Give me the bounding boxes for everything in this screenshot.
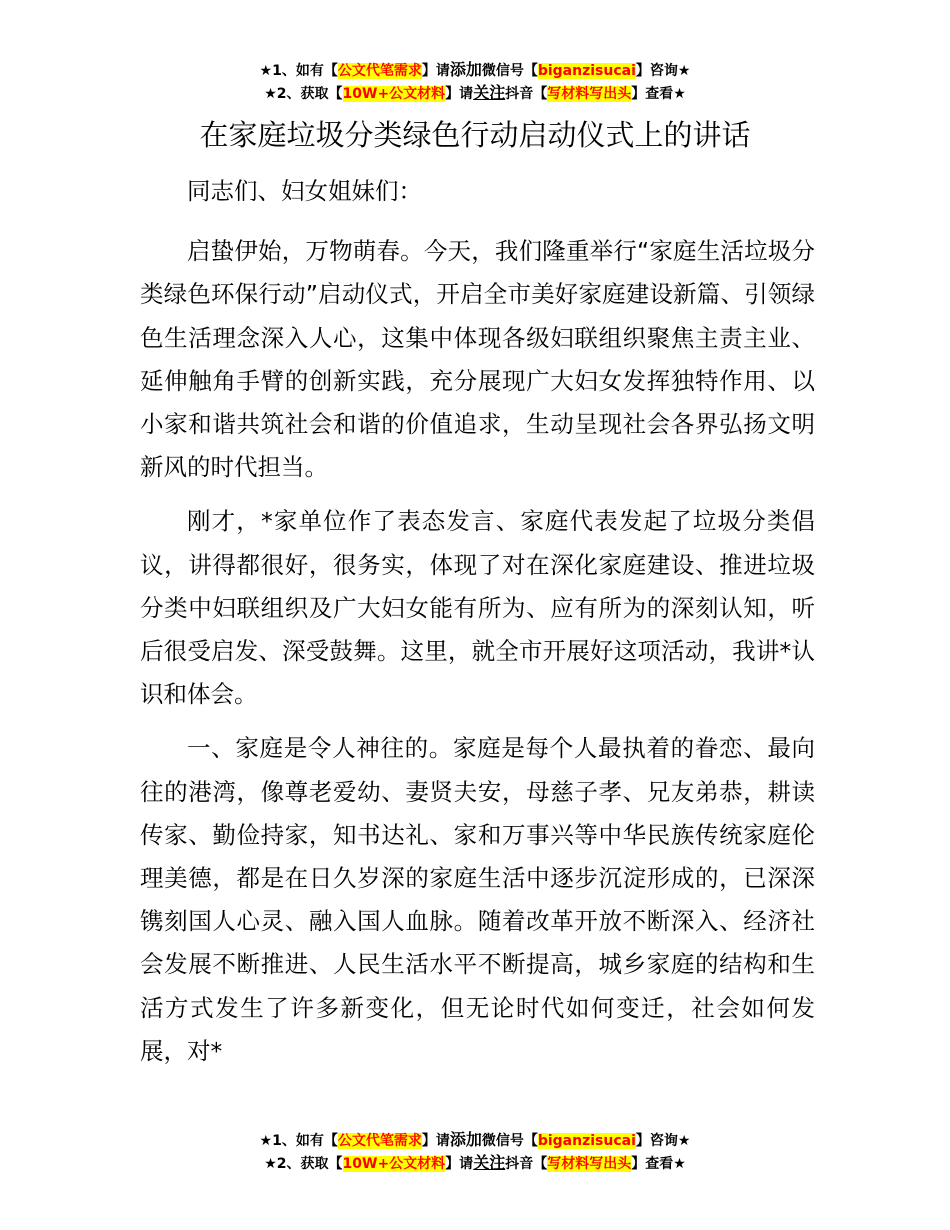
promo-text: 】请 xyxy=(421,1133,450,1149)
document-title: 在家庭垃圾分类绿色行动启动仪式上的讲话 xyxy=(199,118,751,152)
promo-douyin-id: 写材料写出头 xyxy=(547,1156,632,1172)
promo-text: 微信号【 xyxy=(481,63,538,79)
promo-text: 】请 xyxy=(445,1156,474,1172)
promo-text: 抖音【 xyxy=(505,86,548,102)
promo-text: 微信号【 xyxy=(481,1133,538,1149)
promo-highlight: 10W+公文材料 xyxy=(342,86,446,102)
body-paragraph: 一、家庭是令人神往的。家庭是每个人最执着的眷恋、最向往的港湾，像尊老爱幼、妻贤夫安，母慈子孝、兄友弟恭，耕读传家、勤俭持家，知书达礼、家和万事兴等中华民族传统家庭伦理美德，都是在日久岁深的家庭生活中逐步沉淀形成的，已深深镌刻国人心灵、融入国人血脉。随着改革开放不断深入、经济社会发展不断推进、人民生活水平不断提高，城乡家庭的结构和生活方式发生了许多新变化，但无论时代如何变迁，社会如何发展，对* xyxy=(140,734,815,1065)
promo-text: 】查看★ xyxy=(631,1156,686,1172)
promo-line-1 xyxy=(0,1129,950,1152)
promo-keyword: 关注 xyxy=(473,1153,506,1172)
promo-text: 】咨询★ xyxy=(635,1133,691,1149)
promo-line-1 xyxy=(0,59,950,82)
promo-text: 抖音【 xyxy=(505,1156,548,1172)
promo-keyword: 添加 xyxy=(449,60,482,79)
promo-text: ★2、获取【 xyxy=(264,1156,343,1172)
promo-highlight: 公文代笔需求 xyxy=(337,1133,422,1149)
promo-keyword: 关注 xyxy=(473,83,506,102)
promo-line-2 xyxy=(0,82,950,105)
promo-line-2 xyxy=(0,1152,950,1175)
promo-text: ★1、如有【 xyxy=(259,1133,338,1149)
promo-highlight: 10W+公文材料 xyxy=(342,1156,446,1172)
promo-text: 】查看★ xyxy=(631,86,686,102)
greeting: 同志们、妇女姐妹们： xyxy=(187,177,422,205)
promo-banner-top xyxy=(0,59,950,105)
promo-wechat-id: biganzisucai xyxy=(537,1133,636,1149)
promo-text: ★1、如有【 xyxy=(259,63,338,79)
promo-keyword: 添加 xyxy=(449,1130,482,1149)
promo-highlight: 公文代笔需求 xyxy=(337,63,422,79)
promo-banner-bottom xyxy=(0,1129,950,1175)
promo-wechat-id: biganzisucai xyxy=(537,63,636,79)
document-body xyxy=(140,170,815,1084)
promo-douyin-id: 写材料写出头 xyxy=(547,86,632,102)
body-paragraph: 刚才，*家单位作了表态发言、家庭代表发起了垃圾分类倡议，讲得都很好，很务实，体现了对在深化家庭建设、推进垃圾分类中妇联组织及广大妇女能有所为、应有所为的深刻认知，听后很受启发、深受鼓舞。这里，就全市开展好这项活动，我讲*认识和体会。 xyxy=(140,507,815,709)
body-paragraph: 启蛰伊始，万物萌春。今天，我们隆重举行“家庭生活垃圾分类绿色环保行动”启动仪式，开启全市美好家庭建设新篇、引领绿色生活理念深入人心，这集中体现各级妇联组织聚焦主责主业、延伸触角手臂的创新实践，充分展现广大妇女发挥独特作用、以小家和谐共筑社会和谐的价值追求，生动呈现社会各界弘扬文明新风的时代担当。 xyxy=(140,237,815,482)
promo-text: 】请 xyxy=(445,86,474,102)
promo-text: ★2、获取【 xyxy=(264,86,343,102)
promo-text: 】请 xyxy=(421,63,450,79)
promo-text: 】咨询★ xyxy=(635,63,691,79)
